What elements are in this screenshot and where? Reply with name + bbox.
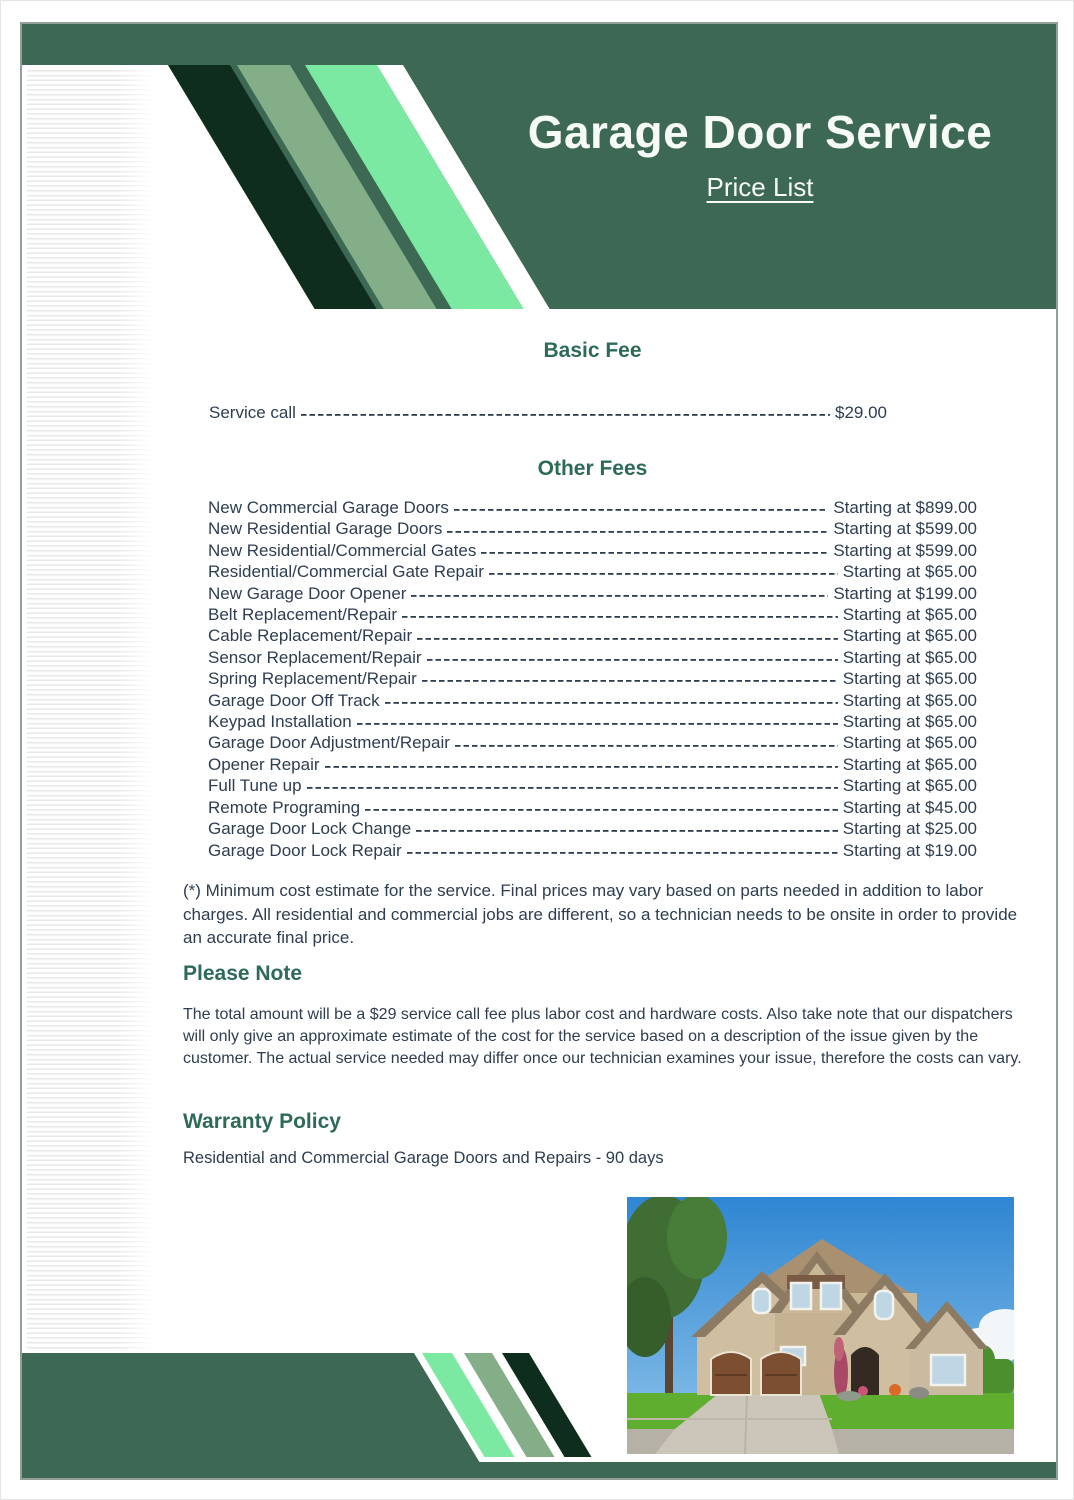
fee-row	[208, 797, 977, 818]
fee-price: Starting at $65.00	[842, 712, 977, 732]
fee-price: Starting at $65.00	[842, 690, 977, 710]
pinstripe-texture	[27, 70, 153, 1350]
fee-row	[208, 668, 977, 689]
fee-label: New Garage Door Opener	[208, 583, 407, 603]
please-note-heading: Please Note	[183, 962, 303, 985]
fee-price: Starting at $65.00	[842, 754, 977, 774]
dash-leader	[447, 518, 828, 539]
dash-leader	[455, 732, 838, 753]
fee-label: Remote Programing	[208, 797, 361, 817]
fee-row	[208, 754, 977, 775]
fee-label: Service call	[209, 403, 296, 422]
fee-price: Starting at $65.00	[842, 626, 977, 646]
fee-row	[208, 711, 977, 732]
fee-row	[208, 732, 977, 753]
dash-leader	[325, 754, 838, 775]
fee-row	[208, 561, 977, 582]
warranty-policy-text: Residential and Commercial Garage Doors and Repairs - 90 days	[183, 1149, 664, 1167]
fee-price: Starting at $65.00	[842, 669, 977, 689]
fee-label: Garage Door Lock Repair	[208, 840, 402, 860]
fee-label: Garage Door Adjustment/Repair	[208, 733, 450, 753]
fee-label: Opener Repair	[208, 754, 320, 774]
document-subtitle: Price List	[706, 172, 814, 203]
fee-row	[208, 775, 977, 796]
dash-leader	[407, 840, 838, 861]
fee-row	[208, 647, 977, 668]
disclaimer-paragraph: (*) Minimum cost estimate for the service. Final prices may vary based on parts needed in addition to labor charges. All residential and commercial jobs are different, so a technician needs to be onsite in order to provide an accurate final price.	[183, 881, 1018, 947]
dash-leader	[411, 583, 828, 604]
dash-leader	[454, 497, 828, 518]
fee-row	[208, 583, 977, 604]
fee-label: Full Tune up	[208, 776, 302, 796]
dash-leader	[422, 668, 838, 689]
basic-fee-row	[209, 402, 887, 423]
footer-bar	[22, 1462, 1058, 1478]
fee-label: Keypad Installation	[208, 712, 352, 732]
fee-label: Residential/Commercial Gate Repair	[208, 562, 484, 582]
fee-label: Garage Door Lock Change	[208, 819, 412, 839]
fee-price: Starting at $65.00	[842, 562, 977, 582]
fee-row	[208, 818, 977, 839]
dash-leader	[417, 625, 838, 646]
fee-label: New Residential/Commercial Gates	[208, 540, 477, 560]
dash-leader	[481, 540, 828, 561]
fee-label: Garage Door Off Track	[208, 690, 380, 710]
dash-leader	[416, 818, 838, 839]
dash-leader	[307, 775, 838, 796]
fee-price: Starting at $199.00	[833, 583, 977, 603]
price-list-page	[20, 22, 1058, 1480]
other-fees-list	[208, 497, 977, 861]
fee-row	[208, 518, 977, 539]
fee-price: Starting at $65.00	[842, 776, 977, 796]
header-banner	[20, 22, 1058, 309]
basic-fee-heading: Basic Fee	[543, 339, 642, 362]
dash-leader	[357, 711, 838, 732]
fee-row	[208, 497, 977, 518]
house-photo-illustration	[627, 1197, 1014, 1454]
fee-price: Starting at $599.00	[833, 519, 977, 539]
fee-row	[208, 625, 977, 646]
dash-leader	[402, 604, 838, 625]
fee-price: $29.00	[835, 403, 887, 422]
other-fees-heading: Other Fees	[537, 457, 648, 480]
fee-price: Starting at $65.00	[842, 733, 977, 753]
fee-row	[208, 604, 977, 625]
warranty-policy-heading: Warranty Policy	[183, 1110, 341, 1133]
fee-price: Starting at $25.00	[842, 819, 977, 839]
fee-label: Spring Replacement/Repair	[208, 669, 417, 689]
dash-leader	[489, 561, 838, 582]
fee-row	[208, 840, 977, 861]
fee-label: Belt Replacement/Repair	[208, 605, 397, 625]
fee-label: New Commercial Garage Doors	[208, 498, 449, 517]
dash-leader	[427, 647, 838, 668]
fee-row	[208, 690, 977, 711]
dash-leader	[385, 690, 838, 711]
fee-price: Starting at $65.00	[842, 605, 977, 625]
fee-price: Starting at $899.00	[833, 498, 977, 517]
please-note-paragraph: The total amount will be a $29 service call fee plus labor cost and hardware costs. Also take note that our dispatchers will only give an approximate estimate of the cost for the service based on a description of the issue given by the customer. The actual service needed may differ once our technician examines your issue, therefore the costs can vary.	[183, 1006, 1022, 1067]
header-text	[475, 108, 1045, 203]
footer-block	[22, 1353, 502, 1478]
fee-label: Sensor Replacement/Repair	[208, 647, 422, 667]
dash-leader	[365, 797, 838, 818]
document-title: Garage Door Service	[527, 106, 993, 158]
dash-leader	[301, 402, 830, 423]
fee-row	[208, 540, 977, 561]
fee-price: Starting at $599.00	[833, 540, 977, 560]
fee-price: Starting at $19.00	[842, 840, 977, 860]
fee-label: Cable Replacement/Repair	[208, 626, 413, 646]
fee-price: Starting at $65.00	[842, 647, 977, 667]
fee-price: Starting at $45.00	[842, 797, 977, 817]
house-photo	[627, 1197, 1014, 1454]
fee-label: New Residential Garage Doors	[208, 519, 443, 539]
